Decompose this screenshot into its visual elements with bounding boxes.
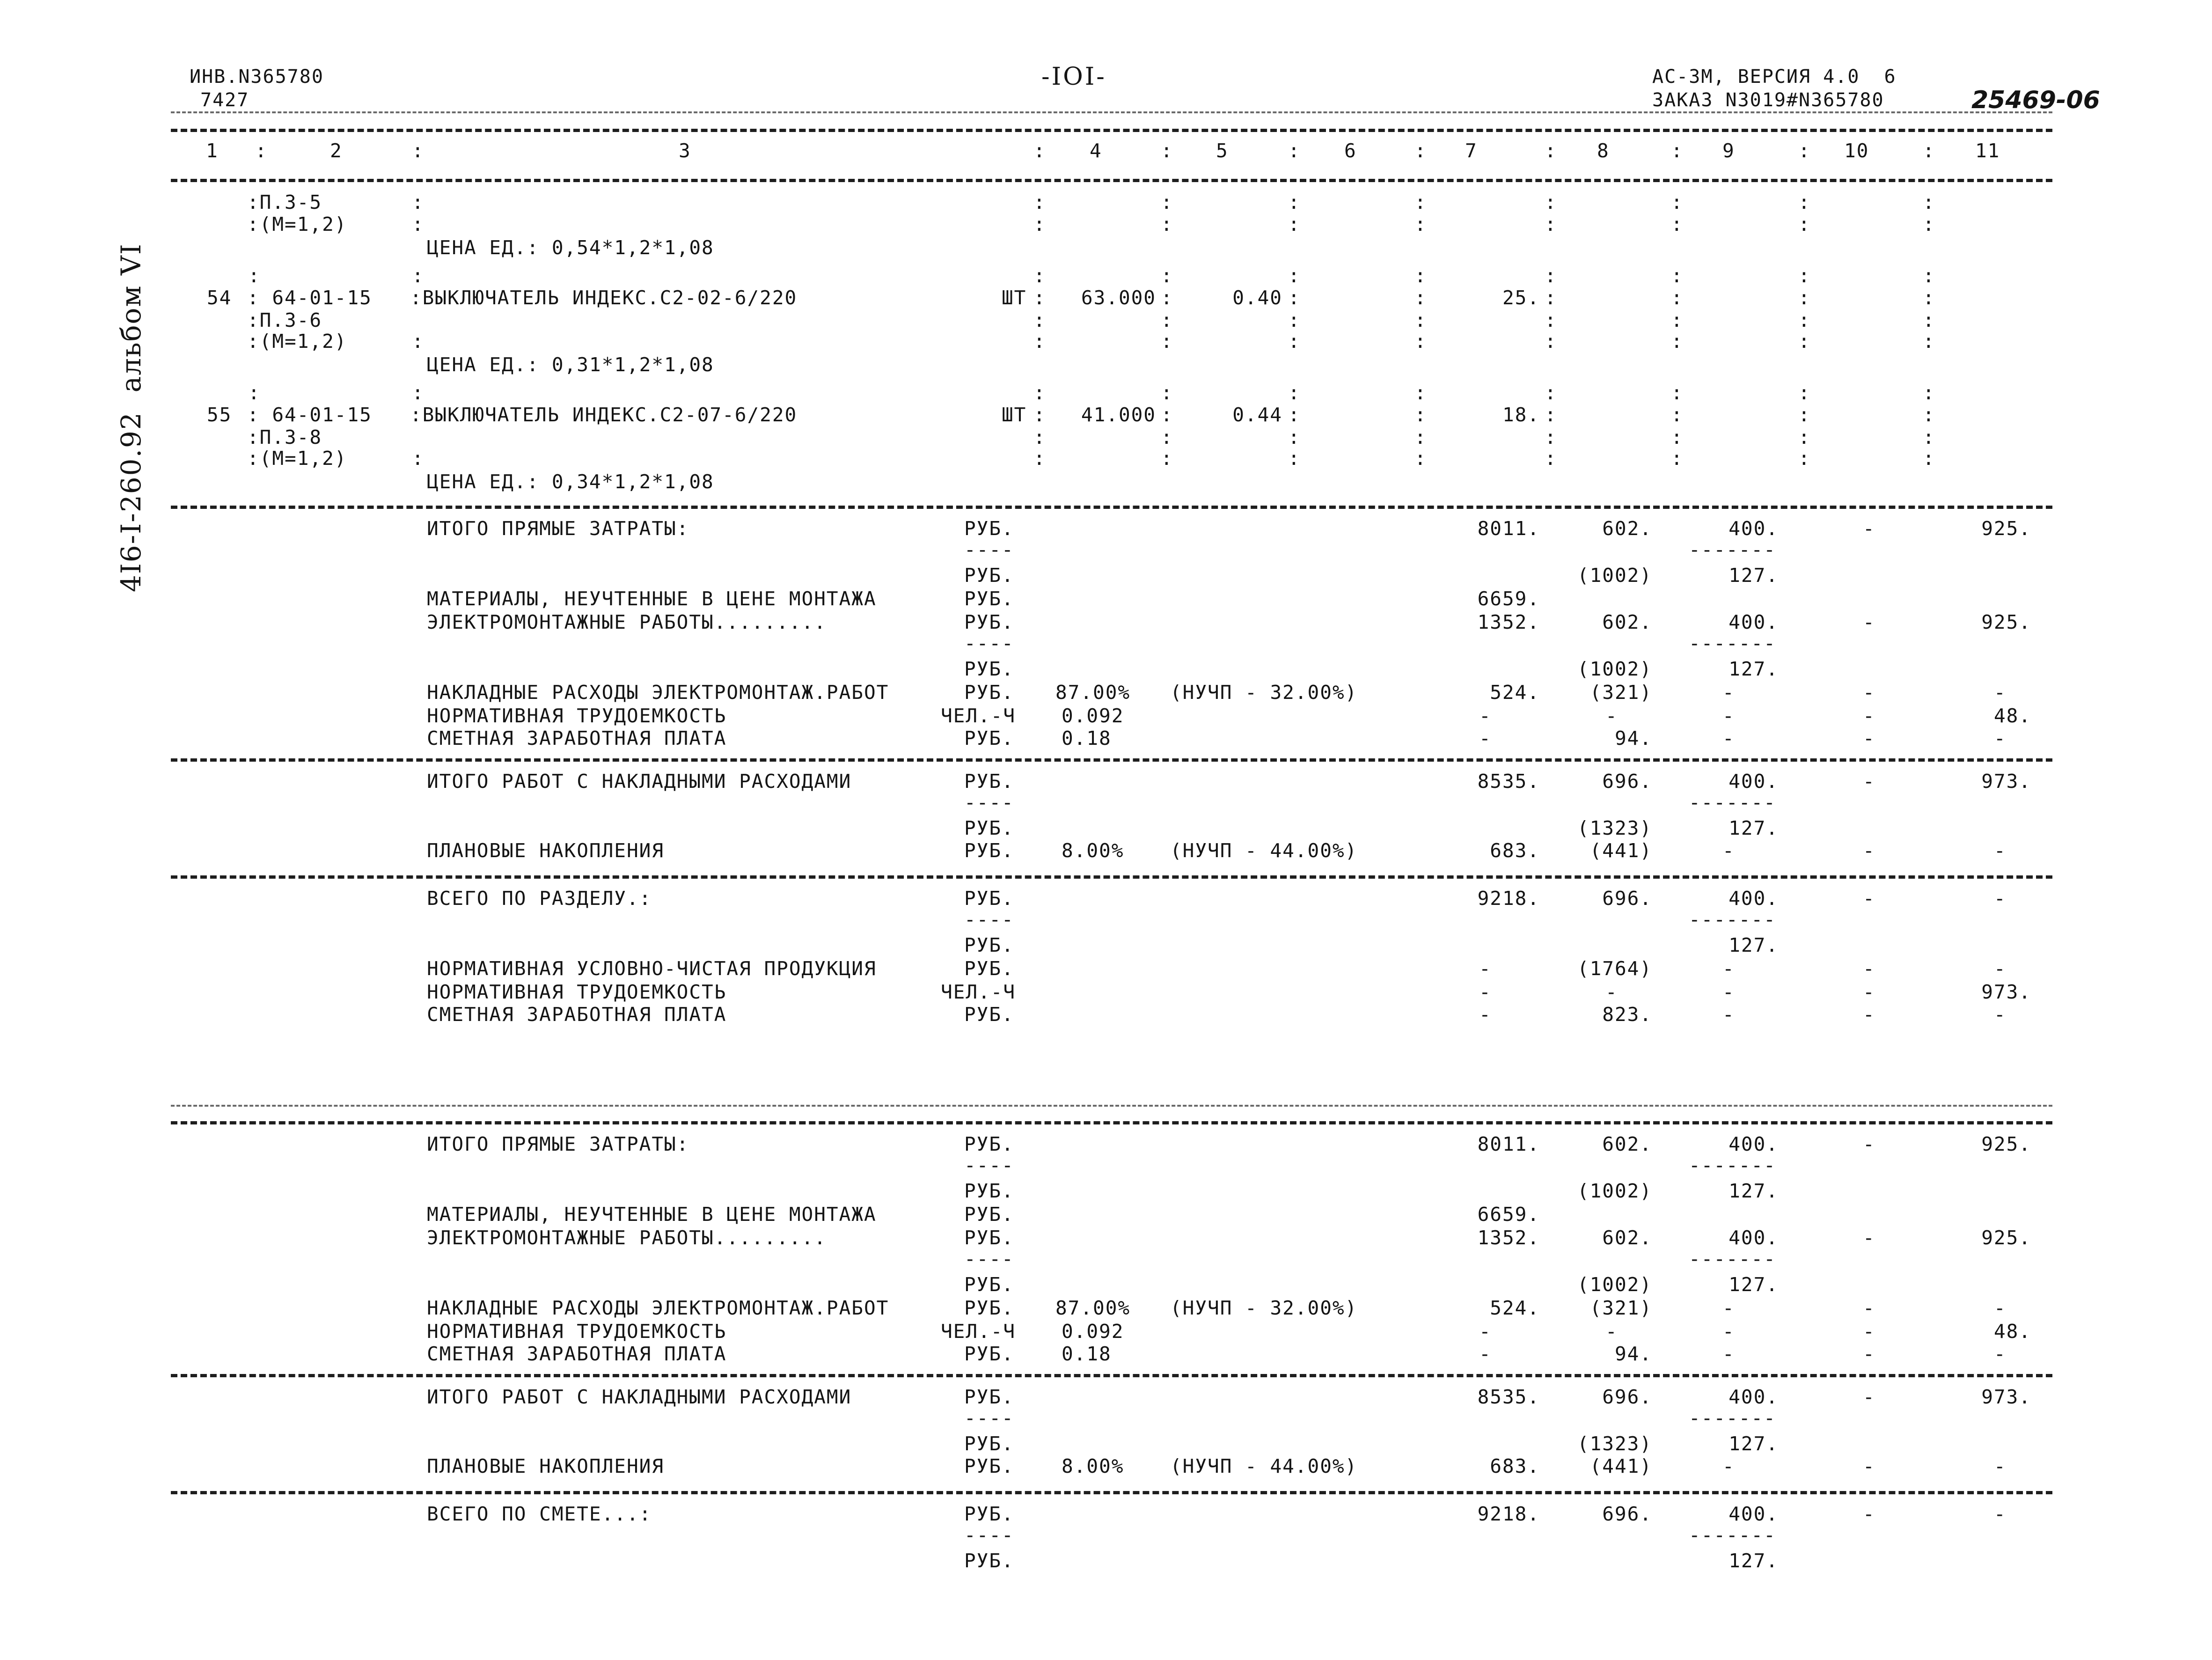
col-2: 2 xyxy=(330,140,343,162)
separator-dashes: ------- xyxy=(1689,1248,1776,1270)
value-cell: 696. xyxy=(1602,1386,1652,1408)
unit-label: РУБ. xyxy=(964,517,1014,540)
value-cell: - xyxy=(1479,705,1492,727)
item-multiplier: :(М=1,2) xyxy=(247,330,347,353)
unit-label: РУБ. xyxy=(964,1503,1014,1525)
value-cell: 127. xyxy=(1729,658,1779,680)
value-cell: - xyxy=(1722,681,1735,704)
separator-dashes: ---- xyxy=(964,1524,1014,1546)
value-cell: - xyxy=(1863,981,1875,1003)
value-cell: 94. xyxy=(1614,727,1652,749)
value-cell: 683. xyxy=(1490,839,1540,862)
value-cell: - xyxy=(1722,1297,1735,1319)
value-cell: - xyxy=(1605,705,1618,727)
section-rule xyxy=(171,1491,2052,1494)
wage-rate: 0.18 xyxy=(1062,1343,1112,1365)
value-cell: - xyxy=(1994,727,2007,749)
unit-label: ЧЕЛ.-Ч xyxy=(941,1320,1016,1343)
planned-label: ПЛАНОВЫЕ НАКОПЛЕНИЯ xyxy=(427,839,664,862)
value-cell: - xyxy=(1863,1386,1875,1408)
unit-label: РУБ. xyxy=(964,727,1014,749)
labor-rate: 0.092 xyxy=(1062,705,1124,727)
separator-dashes: ---- xyxy=(964,632,1014,654)
value-cell: 400. xyxy=(1729,770,1779,793)
value-cell: - xyxy=(1722,957,1735,980)
value-cell: 683. xyxy=(1490,1455,1540,1477)
section-rule xyxy=(171,506,2052,509)
value-cell: - xyxy=(1863,1227,1875,1249)
value-cell: 973. xyxy=(1981,1386,2031,1408)
value-cell: - xyxy=(1863,727,1875,749)
direct-costs-label: ИТОГО ПРЯМЫЕ ЗАТРАТЫ: xyxy=(427,517,689,540)
planned-nucp-rate: (НУЧП - 44.00%) xyxy=(1170,839,1358,862)
value-cell: - xyxy=(1863,770,1875,793)
wage-rate: 0.18 xyxy=(1062,727,1112,749)
value-cell: - xyxy=(1863,839,1875,862)
value-cell: - xyxy=(1994,1503,2007,1525)
value-cell: 400. xyxy=(1729,1386,1779,1408)
value-cell: - xyxy=(1863,957,1875,980)
works-label: ЭЛЕКТРОМОНТАЖНЫЕ РАБОТЫ......... xyxy=(427,611,827,633)
works-label: ЭЛЕКТРОМОНТАЖНЫЕ РАБОТЫ......... xyxy=(427,1227,827,1249)
value-cell: 524. xyxy=(1490,1297,1540,1319)
value-cell: 602. xyxy=(1602,517,1652,540)
section-total-label: ВСЕГО ПО РАЗДЕЛУ.: xyxy=(427,887,652,910)
value-cell: - xyxy=(1605,1320,1618,1343)
unit-label: РУБ. xyxy=(964,1003,1014,1026)
wage-label: СМЕТНАЯ ЗАРАБОТНАЯ ПЛАТА xyxy=(427,1343,727,1365)
item-price-note: ЦЕНА ЕД.: 0,31*1,2*1,08 xyxy=(427,353,714,376)
value-cell: 400. xyxy=(1729,517,1779,540)
separator-dashes: ---- xyxy=(964,1407,1014,1429)
inventory-number: ИНВ.N365780 xyxy=(190,66,324,88)
value-cell: - xyxy=(1994,839,2007,862)
top-dotted-rule xyxy=(171,111,2052,113)
unit-label: РУБ. xyxy=(964,681,1014,704)
value-cell: (321) xyxy=(1589,1297,1652,1319)
value-cell: 48. xyxy=(1993,1320,2031,1343)
planned-nucp-rate: (НУЧП - 44.00%) xyxy=(1170,1455,1358,1477)
value-cell: 127. xyxy=(1729,817,1779,839)
nucp-label: НОРМАТИВНАЯ УСЛОВНО-ЧИСТАЯ ПРОДУКЦИЯ xyxy=(427,957,877,980)
value-cell: 8535. xyxy=(1477,1386,1540,1408)
unit-label: РУБ. xyxy=(964,1180,1014,1202)
value-cell: - xyxy=(1722,839,1735,862)
value-cell: 6659. xyxy=(1477,1203,1540,1226)
value-cell: (441) xyxy=(1589,839,1652,862)
value-cell: - xyxy=(1863,705,1875,727)
unit-label: РУБ. xyxy=(964,611,1014,633)
separator-dashes: ------- xyxy=(1689,1407,1776,1429)
value-cell: - xyxy=(1479,1003,1492,1026)
value-cell: - xyxy=(1722,1320,1735,1343)
separator-dashes: ------- xyxy=(1689,1154,1776,1176)
value-cell: - xyxy=(1479,981,1492,1003)
side-label: 4I6-I-260.92 альбом VI xyxy=(115,243,147,592)
col-11: 11 xyxy=(1975,140,2000,162)
value-cell: - xyxy=(1722,981,1735,1003)
handwritten-stamp: 25469-06 xyxy=(1971,86,2100,114)
unit-label: РУБ. xyxy=(964,887,1014,910)
item-position: 54 xyxy=(207,286,232,309)
value-cell: - xyxy=(1863,1133,1875,1155)
separator-dashes: ---- xyxy=(964,791,1014,814)
with-overhead-label: ИТОГО РАБОТ С НАКЛАДНЫМИ РАСХОДАМИ xyxy=(427,770,852,793)
value-cell: - xyxy=(1479,1320,1492,1343)
col-10: 10 xyxy=(1844,140,1869,162)
document-code: 7427 xyxy=(200,89,249,111)
item-position: 55 xyxy=(207,404,232,426)
value-cell: 1352. xyxy=(1477,1227,1540,1249)
item-unit: ШТ xyxy=(1002,286,1027,309)
value-cell: 925. xyxy=(1981,1133,2031,1155)
value-cell: (1764) xyxy=(1577,957,1652,980)
item-code: : 64-01-15 xyxy=(247,286,372,309)
unit-label: РУБ. xyxy=(964,770,1014,793)
item-cost: 25. xyxy=(1502,286,1540,309)
unit-label: РУБ. xyxy=(964,1203,1014,1226)
value-cell: - xyxy=(1722,1003,1735,1026)
item-price-note: ЦЕНА ЕД.: 0,34*1,2*1,08 xyxy=(427,470,714,493)
labor-label: НОРМАТИВНАЯ ТРУДОЕМКОСТЬ xyxy=(427,981,727,1003)
value-cell: - xyxy=(1863,611,1875,633)
item-price-note: ЦЕНА ЕД.: 0,54*1,2*1,08 xyxy=(427,236,714,259)
separator-dashes: ---- xyxy=(964,1248,1014,1270)
value-cell: 696. xyxy=(1602,887,1652,910)
materials-label: МАТЕРИАЛЫ, НЕУЧТЕННЫЕ В ЦЕНЕ МОНТАЖА xyxy=(427,588,877,610)
value-cell: 602. xyxy=(1602,1227,1652,1249)
unit-label: РУБ. xyxy=(964,817,1014,839)
value-cell: - xyxy=(1863,1503,1875,1525)
value-cell: 973. xyxy=(1981,770,2031,793)
section-rule xyxy=(171,875,2052,879)
value-cell: - xyxy=(1863,1003,1875,1026)
value-cell: 400. xyxy=(1729,1503,1779,1525)
value-cell: 696. xyxy=(1602,1503,1652,1525)
unit-label: РУБ. xyxy=(964,1432,1014,1455)
value-cell: - xyxy=(1605,981,1618,1003)
value-cell: - xyxy=(1722,705,1735,727)
value-cell: (1323) xyxy=(1577,1432,1652,1455)
value-cell: 400. xyxy=(1729,611,1779,633)
value-cell: - xyxy=(1722,1343,1735,1365)
separator-dashes: ---- xyxy=(964,1154,1014,1176)
value-cell: (321) xyxy=(1589,681,1652,704)
value-cell: 8011. xyxy=(1477,517,1540,540)
column-header-rule-top xyxy=(171,129,2052,132)
item-name: :ВЫКЛЮЧАТЕЛЬ ИНДЕКС.С2-07-6/220 xyxy=(410,404,798,426)
value-cell: 48. xyxy=(1993,705,2031,727)
value-cell: - xyxy=(1863,1455,1875,1477)
value-cell: - xyxy=(1994,1297,2007,1319)
value-cell: 127. xyxy=(1729,1432,1779,1455)
planned-rate: 8.00% xyxy=(1062,1455,1124,1477)
value-cell: - xyxy=(1863,1320,1875,1343)
value-cell: 925. xyxy=(1981,1227,2031,1249)
item-price: 0.40 xyxy=(1232,286,1282,309)
value-cell: - xyxy=(1863,1343,1875,1365)
item-subcode: :П.3-6 xyxy=(247,309,322,331)
planned-rate: 8.00% xyxy=(1062,839,1124,862)
separator-dashes: ---- xyxy=(964,908,1014,931)
unit-label: РУБ. xyxy=(964,839,1014,862)
item-unit: ШТ xyxy=(1002,404,1027,426)
value-cell: 9218. xyxy=(1477,887,1540,910)
item-quantity: 63.000 xyxy=(1081,286,1156,309)
item-multiplier: :(М=1,2) xyxy=(247,447,347,470)
program-version: АС-3М, ВЕРСИЯ 4.0 6 xyxy=(1652,66,1897,88)
unit-label: РУБ. xyxy=(964,1297,1014,1319)
unit-label: ЧЕЛ.-Ч xyxy=(941,705,1016,727)
dotted-rule xyxy=(171,1105,2052,1107)
unit-label: РУБ. xyxy=(964,1455,1014,1477)
value-cell: 973. xyxy=(1981,981,2031,1003)
direct-costs-label: ИТОГО ПРЯМЫЕ ЗАТРАТЫ: xyxy=(427,1133,689,1155)
overhead-rate: 87.00% xyxy=(1055,681,1131,704)
item-price: 0.44 xyxy=(1232,404,1282,426)
item-subcode: :П.3-5 xyxy=(247,191,322,213)
unit-label: РУБ. xyxy=(964,564,1014,587)
separator-dashes: ------- xyxy=(1689,538,1776,561)
page-number: -IOI- xyxy=(1041,63,1106,91)
overhead-label: НАКЛАДНЫЕ РАСХОДЫ ЭЛЕКТРОМОНТАЖ.РАБОТ xyxy=(427,1297,889,1319)
separator-dashes: ------- xyxy=(1689,632,1776,654)
col-1: 1 xyxy=(206,140,219,162)
separator-dashes: ---- xyxy=(964,538,1014,561)
value-cell: 8535. xyxy=(1477,770,1540,793)
wage-label: СМЕТНАЯ ЗАРАБОТНАЯ ПЛАТА xyxy=(427,727,727,749)
unit-label: РУБ. xyxy=(964,1133,1014,1155)
value-cell: 94. xyxy=(1614,1343,1652,1365)
overhead-nucp-rate: (НУЧП - 32.00%) xyxy=(1170,1297,1358,1319)
col-4: 4 xyxy=(1090,140,1102,162)
value-cell: 127. xyxy=(1729,1550,1779,1572)
col-7: 7 xyxy=(1465,140,1478,162)
with-overhead-label: ИТОГО РАБОТ С НАКЛАДНЫМИ РАСХОДАМИ xyxy=(427,1386,852,1408)
value-cell: 925. xyxy=(1981,611,2031,633)
value-cell: - xyxy=(1479,727,1492,749)
value-cell: (1002) xyxy=(1577,1180,1652,1202)
value-cell: - xyxy=(1479,957,1492,980)
value-cell: - xyxy=(1994,887,2007,910)
unit-label: РУБ. xyxy=(964,934,1014,956)
value-cell: 400. xyxy=(1729,1227,1779,1249)
col-8: 8 xyxy=(1597,140,1610,162)
section-rule xyxy=(171,1121,2052,1124)
value-cell: 127. xyxy=(1729,1180,1779,1202)
item-cost: 18. xyxy=(1502,404,1540,426)
value-cell: (1002) xyxy=(1577,658,1652,680)
value-cell: 6659. xyxy=(1477,588,1540,610)
unit-label: РУБ. xyxy=(964,1273,1014,1296)
item-multiplier: :(М=1,2) xyxy=(247,213,347,235)
col-3: 3 xyxy=(679,140,691,162)
estimate-total-label: ВСЕГО ПО СМЕТЕ...: xyxy=(427,1503,652,1525)
section-rule xyxy=(171,1374,2052,1377)
order-number: ЗАКАЗ N3019#N365780 xyxy=(1652,89,1884,111)
unit-label: ЧЕЛ.-Ч xyxy=(941,981,1016,1003)
value-cell: - xyxy=(1722,1455,1735,1477)
labor-rate: 0.092 xyxy=(1062,1320,1124,1343)
value-cell: - xyxy=(1994,957,2007,980)
value-cell: 127. xyxy=(1729,934,1779,956)
value-cell: - xyxy=(1863,681,1875,704)
value-cell: 127. xyxy=(1729,564,1779,587)
col-6: 6 xyxy=(1344,140,1357,162)
unit-label: РУБ. xyxy=(964,658,1014,680)
value-cell: 400. xyxy=(1729,887,1779,910)
wage-label: СМЕТНАЯ ЗАРАБОТНАЯ ПЛАТА xyxy=(427,1003,727,1026)
value-cell: - xyxy=(1994,1003,2007,1026)
value-cell: (1002) xyxy=(1577,564,1652,587)
value-cell: (1323) xyxy=(1577,817,1652,839)
col-5: 5 xyxy=(1216,140,1229,162)
value-cell: 524. xyxy=(1490,681,1540,704)
unit-label: РУБ. xyxy=(964,1343,1014,1365)
value-cell: - xyxy=(1863,1297,1875,1319)
separator-dashes: ------- xyxy=(1689,908,1776,931)
column-header-rule-bottom xyxy=(171,179,2052,182)
separator-dashes: ------- xyxy=(1689,791,1776,814)
section-rule xyxy=(171,758,2052,762)
unit-label: РУБ. xyxy=(964,1386,1014,1408)
value-cell: (441) xyxy=(1589,1455,1652,1477)
unit-label: РУБ. xyxy=(964,588,1014,610)
col-9: 9 xyxy=(1722,140,1735,162)
overhead-label: НАКЛАДНЫЕ РАСХОДЫ ЭЛЕКТРОМОНТАЖ.РАБОТ xyxy=(427,681,889,704)
value-cell: 127. xyxy=(1729,1273,1779,1296)
overhead-rate: 87.00% xyxy=(1055,1297,1131,1319)
value-cell: 9218. xyxy=(1477,1503,1540,1525)
item-quantity: 41.000 xyxy=(1081,404,1156,426)
item-name: :ВЫКЛЮЧАТЕЛЬ ИНДЕКС.С2-02-6/220 xyxy=(410,286,798,309)
planned-label: ПЛАНОВЫЕ НАКОПЛЕНИЯ xyxy=(427,1455,664,1477)
item-code: : 64-01-15 xyxy=(247,404,372,426)
value-cell: - xyxy=(1994,1343,2007,1365)
labor-label: НОРМАТИВНАЯ ТРУДОЕМКОСТЬ xyxy=(427,1320,727,1343)
value-cell: 696. xyxy=(1602,770,1652,793)
materials-label: МАТЕРИАЛЫ, НЕУЧТЕННЫЕ В ЦЕНЕ МОНТАЖА xyxy=(427,1203,877,1226)
unit-label: РУБ. xyxy=(964,1550,1014,1572)
unit-label: РУБ. xyxy=(964,1227,1014,1249)
value-cell: 925. xyxy=(1981,517,2031,540)
value-cell: - xyxy=(1863,517,1875,540)
value-cell: 400. xyxy=(1729,1133,1779,1155)
overhead-nucp-rate: (НУЧП - 32.00%) xyxy=(1170,681,1358,704)
value-cell: 602. xyxy=(1602,1133,1652,1155)
item-subcode: :П.3-8 xyxy=(247,426,322,448)
value-cell: 1352. xyxy=(1477,611,1540,633)
value-cell: - xyxy=(1863,887,1875,910)
separator-dashes: ------- xyxy=(1689,1524,1776,1546)
value-cell: - xyxy=(1479,1343,1492,1365)
value-cell: (1002) xyxy=(1577,1273,1652,1296)
value-cell: 8011. xyxy=(1477,1133,1540,1155)
unit-label: РУБ. xyxy=(964,957,1014,980)
labor-label: НОРМАТИВНАЯ ТРУДОЕМКОСТЬ xyxy=(427,705,727,727)
value-cell: - xyxy=(1994,681,2007,704)
value-cell: 823. xyxy=(1602,1003,1652,1026)
value-cell: - xyxy=(1994,1455,2007,1477)
value-cell: - xyxy=(1722,727,1735,749)
value-cell: 602. xyxy=(1602,611,1652,633)
